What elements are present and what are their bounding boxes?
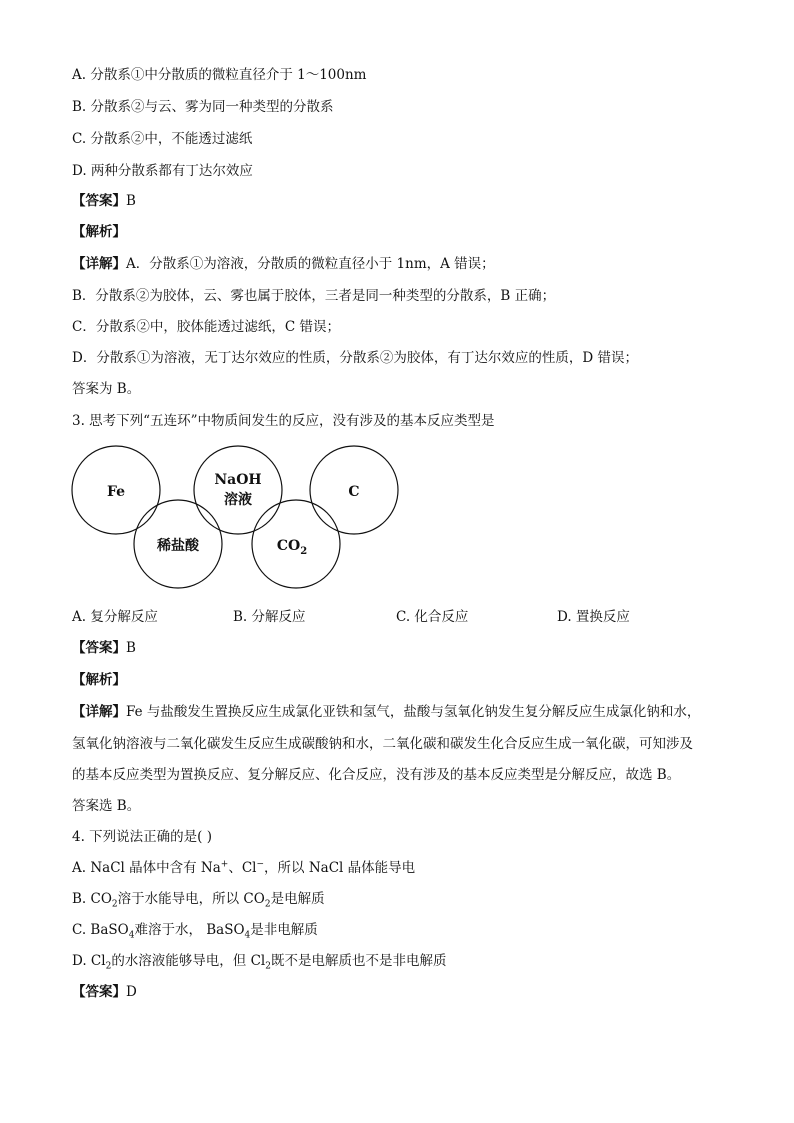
- q2-option-b: B. 分散系②与云、雾为同一种类型的分散系: [72, 99, 334, 115]
- q3-detail-line-1: 【详解】Fe 与盐酸发生置换反应生成氯化亚铁和氢气，盐酸与氢氧化钠发生复分解反应生成氯化钠和水，: [72, 704, 701, 720]
- q2-detail-line-3: C．分散系②中，胶体能透过滤纸，C 错误；: [72, 319, 340, 335]
- answer-value: B: [126, 640, 136, 656]
- q3-detail-line-4: 答案选 B。: [72, 798, 141, 814]
- detail-tag: 详解: [85, 704, 113, 720]
- q2-detail-line-4: D．分散系①为溶液，无丁达尔效应的性质，分散系②为胶体，有丁达尔效应的性质，D 错误；: [72, 350, 638, 366]
- ring-naoh: [194, 446, 282, 534]
- q4-answer: 【答案】D: [72, 984, 137, 1000]
- ring-c-label: C: [348, 484, 360, 500]
- q4-stem: 4. 下列说法正确的是( ): [72, 829, 212, 845]
- five-rings-diagram: [66, 440, 406, 595]
- q3-option-a: A. 复分解反应: [72, 609, 158, 625]
- detail-tag: 详解: [85, 256, 113, 272]
- q2-detail-line-1: 【详解】A．分散系①为溶液，分散质的微粒直径小于 1nm，A 错误；: [72, 256, 495, 272]
- answer-tag: 答案: [85, 193, 113, 209]
- ring-co2-label: $CO_2$: [276, 538, 308, 557]
- q2-detail-line-5: 答案为 B。: [72, 381, 141, 397]
- q2-answer: 【答案】B: [72, 193, 136, 209]
- q3-option-b: B. 分解反应: [233, 609, 306, 625]
- ring-fe-label: Fe: [106, 484, 126, 500]
- q3-analysis: 【解析】: [72, 672, 126, 688]
- q2-option-c: C. 分散系②中，不能透过滤纸: [72, 131, 253, 147]
- q3-detail-line-3: 的基本反应类型为置换反应、复分解反应、化合反应，没有涉及的基本反应类型是分解反应，故选 B。: [72, 767, 681, 783]
- q4-option-d: D. $Cl_2$的水溶液能够导电，但 $Cl_2$既不是电解质也不是非电解质: [72, 953, 447, 972]
- q2-analysis: 【解析】: [72, 224, 126, 240]
- analysis-tag: 解析: [85, 224, 113, 240]
- q2-option-d: D. 两种分散系都有丁达尔效应: [72, 163, 253, 179]
- q4-option-b: B. $CO_2$溶于水能导电，所以 $CO_2$是电解质: [72, 891, 325, 910]
- q3-option-c: C. 化合反应: [396, 609, 469, 625]
- ring-naoh-label-1: NaOH: [214, 472, 262, 488]
- q3-option-d: D. 置换反应: [557, 609, 630, 625]
- answer-value: B: [126, 193, 136, 209]
- q4-option-c: C. BaSO$_4$难溶于水， BaSO$_4$是非电解质: [72, 922, 318, 941]
- answer-tag: 答案: [85, 984, 113, 1000]
- q3-answer: 【答案】B: [72, 640, 136, 656]
- answer-tag: 答案: [85, 640, 113, 656]
- q4-option-a: A. NaCl 晶体中含有 Na+、Cl−，所以 NaCl 晶体能导电: [72, 859, 416, 876]
- q3-stem: 3. 思考下列“五连环”中物质间发生的反应，没有涉及的基本反应类型是: [72, 413, 495, 429]
- q3-detail-line-2: 氢氧化钠溶液与二氧化碳发生反应生成碳酸钠和水，二氧化碳和碳发生化合反应生成一氧化碳，可知涉及: [72, 736, 693, 752]
- answer-value: D: [126, 984, 137, 1000]
- ring-naoh-label-2: 溶液: [224, 492, 252, 508]
- analysis-tag: 解析: [85, 672, 113, 688]
- q2-detail-line-2: B．分散系②为胶体，云、雾也属于胶体，三者是同一种类型的分散系，B 正确；: [72, 288, 556, 304]
- ring-hcl-label: 稀盐酸: [157, 538, 199, 554]
- q2-option-a: A. 分散系①中分散质的微粒直径介于 1～100nm: [72, 67, 367, 83]
